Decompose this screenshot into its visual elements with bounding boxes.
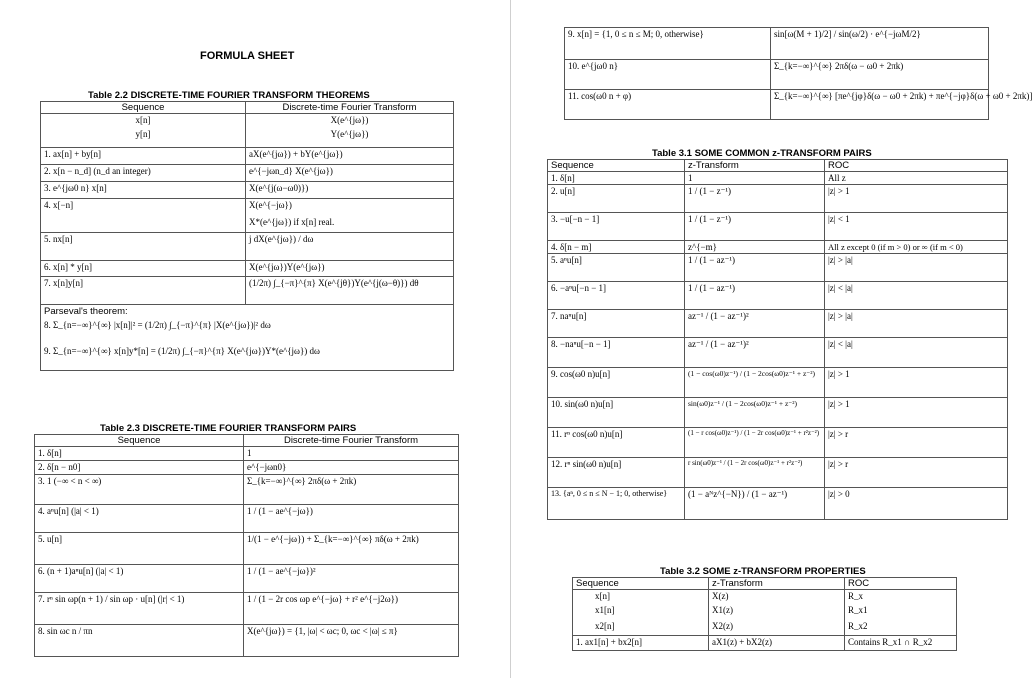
table-cell: 1 / (1 − ae^{−jω})² <box>244 565 459 593</box>
table-row <box>548 185 1008 213</box>
table-row <box>548 213 1008 241</box>
table-cell: All z except 0 (if m > 0) or ∞ (if m < 0) <box>825 241 1008 254</box>
table-cell: 1 / (1 − az⁻¹) <box>685 282 825 310</box>
column-header: z-Transform <box>709 578 845 590</box>
table-cell: 11. cos(ω0 n + φ) <box>565 90 771 120</box>
table-row <box>41 199 454 216</box>
table-cell: X(z) <box>709 590 845 604</box>
table-cell: 2. x[n − n_d] (n_d an integer) <box>41 165 246 182</box>
table-cell: Contains R_x1 ∩ R_x2 <box>845 636 957 651</box>
table-cell: 5. aⁿu[n] <box>548 254 685 282</box>
table-cell: 1. ax[n] + by[n] <box>41 148 246 165</box>
table-cell: 1. ax1[n] + bx2[n] <box>573 636 709 651</box>
table-cell: aX(e^{jω}) + bY(e^{jω}) <box>246 148 454 165</box>
table-cell: 7. rⁿ sin ωp(n + 1) / sin ωp · u[n] (|r| < 1) <box>35 593 244 625</box>
table-cell: 1 / (1 − z⁻¹) <box>685 213 825 241</box>
table-cell: 2. δ[n − n0] <box>35 461 244 475</box>
table-cell: aX1(z) + bX2(z) <box>709 636 845 651</box>
column-header: Sequence <box>548 160 685 172</box>
table-row <box>548 488 1008 520</box>
table-cell: (1 − r cos(ω0)z⁻¹) / (1 − 2r cos(ω0)z⁻¹ + r²z⁻²) <box>685 428 825 458</box>
table-cell: (1/2π) ∫_{−π}^{π} X(e^{jθ})Y(e^{j(ω−θ)}) dθ <box>246 277 454 305</box>
table-cell: Σ_{k=−∞}^{∞} 2πδ(ω + 2πk) <box>244 475 459 505</box>
table-3-1 <box>547 159 1008 520</box>
table-row <box>548 428 1008 458</box>
table-cell: |z| < |a| <box>825 338 1008 368</box>
table-cell: 1. δ[n] <box>548 172 685 185</box>
table-row <box>41 182 454 199</box>
table-3-2 <box>572 577 957 651</box>
table-cell: 4. δ[n − m] <box>548 241 685 254</box>
table-cell: 1 <box>685 172 825 185</box>
table-row <box>35 447 459 461</box>
table-cell: y[n] <box>41 128 246 148</box>
table-cell: 5. nx[n] <box>41 233 246 261</box>
table-cell: |z| > 1 <box>825 185 1008 213</box>
table-cell: 4. x[−n] <box>41 199 246 216</box>
table-row <box>41 277 454 305</box>
table-cell: |z| > 0 <box>825 488 1008 520</box>
table-cell: R_x <box>845 590 957 604</box>
table-cell: sin(ω0)z⁻¹ / (1 − 2cos(ω0)z⁻¹ + z⁻²) <box>685 398 825 428</box>
table-cell: 3. e^{jω0 n} x[n] <box>41 182 246 199</box>
parseval-heading: Parseval's theorem: <box>41 305 454 319</box>
page-divider <box>510 0 511 678</box>
table-cell: 6. (n + 1)aⁿu[n] (|a| < 1) <box>35 565 244 593</box>
page-title: FORMULA SHEET <box>200 50 295 62</box>
column-header: Sequence <box>41 102 246 114</box>
table-cell: 2. u[n] <box>548 185 685 213</box>
table-row <box>548 368 1008 398</box>
table-cell: 8. sin ωc n / πn <box>35 625 244 657</box>
table-cell: Σ_{k=−∞}^{∞} 2πδ(ω − ω0 + 2πk) <box>771 60 989 90</box>
table-2-3-caption: Table 2.3 DISCRETE-TIME FOURIER TRANSFORM PAIRS <box>100 423 357 434</box>
table-cell: 7. x[n]y[n] <box>41 277 246 305</box>
table-cell: |z| > |a| <box>825 254 1008 282</box>
table-cell: 9. x[n] = {1, 0 ≤ n ≤ M; 0, otherwise} <box>565 28 771 60</box>
table-cell: j dX(e^{jω}) / dω <box>246 233 454 261</box>
table-row <box>35 461 459 475</box>
table-cell: 10. sin(ω0 n)u[n] <box>548 398 685 428</box>
table-row <box>548 172 1008 185</box>
table-cell: az⁻¹ / (1 − az⁻¹)² <box>685 338 825 368</box>
table-cell: 3. −u[−n − 1] <box>548 213 685 241</box>
table-row <box>41 233 454 261</box>
table-cell: 5. u[n] <box>35 533 244 565</box>
table-cell: 13. {aⁿ, 0 ≤ n ≤ N − 1; 0, otherwise} <box>548 488 685 520</box>
parseval-formula-9: 9. Σ_{n=−∞}^{∞} x[n]y*[n] = (1/2π) ∫_{−π}^{π} X(e^{jω})Y*(e^{jω}) dω <box>41 345 454 371</box>
table-cell: 12. rⁿ sin(ω0 n)u[n] <box>548 458 685 488</box>
table-row <box>41 261 454 277</box>
table-row <box>35 625 459 657</box>
table-cell: |z| > 1 <box>825 398 1008 428</box>
table-row <box>565 28 989 60</box>
table-2-3 <box>34 434 459 657</box>
table-cell: |z| < |a| <box>825 282 1008 310</box>
table-row <box>35 475 459 505</box>
table-cell: X(e^{−jω}) <box>246 199 454 216</box>
table-row <box>548 398 1008 428</box>
table-row <box>573 636 957 651</box>
table-cell: 1 / (1 − az⁻¹) <box>685 254 825 282</box>
table-row <box>573 620 957 636</box>
table-cell: 1 <box>244 447 459 461</box>
table-row <box>548 282 1008 310</box>
table-cell: x1[n] <box>573 604 709 620</box>
column-header: Sequence <box>35 435 244 447</box>
table-cell: |z| < 1 <box>825 213 1008 241</box>
table-2-2-caption: Table 2.2 DISCRETE-TIME FOURIER TRANSFORM THEOREMS <box>88 90 370 101</box>
table-row <box>35 593 459 625</box>
table-cell: 6. x[n] * y[n] <box>41 261 246 277</box>
table-cell: |z| > r <box>825 458 1008 488</box>
table-2-2-continued <box>564 27 1032 120</box>
table-cell: X*(e^{jω}) if x[n] real. <box>246 216 454 233</box>
column-header: ROC <box>825 160 1008 172</box>
table-row <box>548 458 1008 488</box>
table-cell: 1/(1 − e^{−jω}) + Σ_{k=−∞}^{∞} πδ(ω + 2πk) <box>244 533 459 565</box>
table-cell: All z <box>825 172 1008 185</box>
table-cell: X(e^{jω}) <box>246 114 454 128</box>
table-row <box>35 533 459 565</box>
parseval-formula-8: 8. Σ_{n=−∞}^{∞} |x[n]|² = (1/2π) ∫_{−π}^{π} |X(e^{jω})|² dω <box>41 319 454 345</box>
table-3-2-caption: Table 3.2 SOME z-TRANSFORM PROPERTIES <box>660 566 866 577</box>
table-row <box>41 148 454 165</box>
table-cell: X(e^{j(ω−ω0)}) <box>246 182 454 199</box>
table-cell: sin[ω(M + 1)/2] / sin(ω/2) · e^{−jωM/2} <box>771 28 989 60</box>
table-cell: X2(z) <box>709 620 845 636</box>
column-header: Discrete-time Fourier Transform <box>246 102 454 114</box>
table-cell: |z| > r <box>825 428 1008 458</box>
table-cell: X(e^{jω})Y(e^{jω}) <box>246 261 454 277</box>
table-cell: 10. e^{jω0 n} <box>565 60 771 90</box>
table-row <box>573 590 957 604</box>
table-cell: 1 / (1 − z⁻¹) <box>685 185 825 213</box>
table-cell: (1 − cos(ω0)z⁻¹) / (1 − 2cos(ω0)z⁻¹ + z⁻²) <box>685 368 825 398</box>
column-header: ROC <box>845 578 957 590</box>
table-cell: |z| > 1 <box>825 368 1008 398</box>
column-header: Sequence <box>573 578 709 590</box>
table-cell: 11. rⁿ cos(ω0 n)u[n] <box>548 428 685 458</box>
table-cell: 1. δ[n] <box>35 447 244 461</box>
table-cell <box>41 216 246 233</box>
table-row <box>565 60 989 90</box>
table-cell: z^{−m} <box>685 241 825 254</box>
table-cell: 9. cos(ω0 n)u[n] <box>548 368 685 398</box>
table-row <box>548 310 1008 338</box>
table-cell: X1(z) <box>709 604 845 620</box>
table-cell: Y(e^{jω}) <box>246 128 454 148</box>
table-row <box>35 565 459 593</box>
table-cell: 4. aⁿu[n] (|a| < 1) <box>35 505 244 533</box>
column-header: z-Transform <box>685 160 825 172</box>
table-cell: X(e^{jω}) = {1, |ω| < ωc; 0, ωc < |ω| ≤ π} <box>244 625 459 657</box>
table-3-1-caption: Table 3.1 SOME COMMON z-TRANSFORM PAIRS <box>652 148 872 159</box>
table-2-2 <box>40 101 454 371</box>
table-cell: e^{−jωn_d} X(e^{jω}) <box>246 165 454 182</box>
table-row <box>41 165 454 182</box>
table-cell: Σ_{k=−∞}^{∞} [πe^{jφ}δ(ω − ω0 + 2πk) + πe^{−jφ}δ(ω + ω0 + 2πk)] <box>771 90 989 120</box>
table-cell: x2[n] <box>573 620 709 636</box>
table-cell: |z| > |a| <box>825 310 1008 338</box>
table-cell: (1 − aᴺz^{−N}) / (1 − az⁻¹) <box>685 488 825 520</box>
table-cell: 8. −naⁿu[−n − 1] <box>548 338 685 368</box>
table-row <box>573 604 957 620</box>
table-cell: R_x2 <box>845 620 957 636</box>
table-cell: 1 / (1 − 2r cos ωp e^{−jω} + r² e^{−j2ω}) <box>244 593 459 625</box>
table-row <box>548 254 1008 282</box>
table-row <box>548 338 1008 368</box>
table-cell: r sin(ω0)z⁻¹ / (1 − 2r cos(ω0)z⁻¹ + r²z⁻²) <box>685 458 825 488</box>
table-cell: R_x1 <box>845 604 957 620</box>
table-cell: e^{−jωn0} <box>244 461 459 475</box>
table-row <box>35 505 459 533</box>
table-cell: 1 / (1 − ae^{−jω}) <box>244 505 459 533</box>
table-row <box>41 216 454 233</box>
table-row <box>548 241 1008 254</box>
table-cell: 6. −aⁿu[−n − 1] <box>548 282 685 310</box>
table-cell: 7. naⁿu[n] <box>548 310 685 338</box>
table-cell: x[n] <box>573 590 709 604</box>
table-cell: 3. 1 (−∞ < n < ∞) <box>35 475 244 505</box>
table-cell: az⁻¹ / (1 − az⁻¹)² <box>685 310 825 338</box>
table-row <box>565 90 989 120</box>
column-header: Discrete-time Fourier Transform <box>244 435 459 447</box>
table-cell: x[n] <box>41 114 246 128</box>
